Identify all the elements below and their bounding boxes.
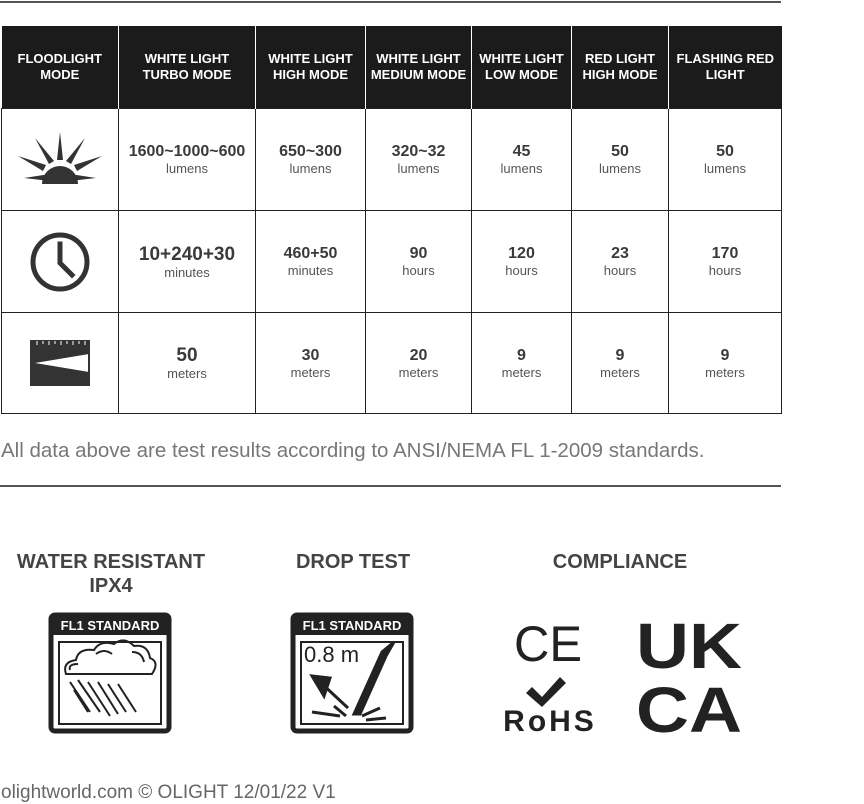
cell-value: 50 bbox=[176, 345, 198, 366]
header-red-high: RED LIGHT HIGH MODE bbox=[572, 26, 669, 109]
table-row-lumens bbox=[2, 109, 782, 211]
cell bbox=[572, 109, 669, 211]
checkmark-icon bbox=[526, 677, 566, 707]
ukca-mark-logo bbox=[636, 614, 746, 736]
sun-rays-icon bbox=[14, 132, 106, 188]
cell-unit: hours bbox=[708, 263, 742, 278]
table-row-runtime bbox=[2, 211, 782, 313]
header-floodlight-mode: FLOODLIGHT MODE bbox=[2, 26, 119, 109]
header-flashing-red: FLASHING RED LIGHT bbox=[669, 26, 782, 109]
drop-badge-label: FL1 STANDARD bbox=[302, 618, 402, 633]
cell-value: 320~32 bbox=[391, 143, 446, 160]
row-icon-cell bbox=[2, 211, 119, 313]
cell-unit: lumens bbox=[704, 161, 746, 176]
cell-unit: meters bbox=[167, 366, 207, 381]
cell bbox=[256, 109, 366, 211]
ukca-line1: UK bbox=[636, 614, 742, 682]
cell-value: 170 bbox=[711, 245, 739, 262]
cell-unit: lumens bbox=[397, 161, 440, 176]
cell-unit: lumens bbox=[289, 161, 332, 176]
cell bbox=[119, 211, 256, 313]
cell-value: 50 bbox=[611, 143, 629, 160]
cell bbox=[669, 211, 782, 313]
top-divider bbox=[0, 1, 781, 3]
cell bbox=[119, 109, 256, 211]
cell bbox=[669, 109, 782, 211]
cell-value: 45 bbox=[512, 143, 531, 160]
cell-unit: hours bbox=[603, 263, 637, 278]
ce-mark-text: CE bbox=[514, 617, 582, 667]
cell-unit: lumens bbox=[166, 161, 208, 176]
ipx4-rating: IPX4 bbox=[89, 575, 133, 597]
cell bbox=[119, 313, 256, 414]
header-row bbox=[2, 26, 782, 109]
cell bbox=[572, 211, 669, 313]
ce-mark-logo bbox=[514, 617, 586, 667]
cell bbox=[256, 211, 366, 313]
row-icon-cell bbox=[2, 313, 119, 414]
header-white-high: WHITE LIGHT HIGH MODE bbox=[256, 26, 366, 109]
header-white-medium: WHITE LIGHT MEDIUM MODE bbox=[366, 26, 472, 109]
table-row-distance bbox=[2, 313, 782, 414]
drop-test-badge bbox=[290, 612, 414, 734]
cell-value: 120 bbox=[508, 245, 535, 262]
cell-value: 50 bbox=[716, 143, 734, 160]
cell-value: 9 bbox=[720, 346, 730, 364]
drop-test-title: DROP TEST bbox=[295, 551, 411, 573]
cell-value: 90 bbox=[409, 245, 428, 262]
spec-table bbox=[1, 26, 782, 414]
cell-unit: meters bbox=[501, 364, 542, 380]
cell-value: 1600~1000~600 bbox=[128, 143, 246, 160]
cell-unit: meters bbox=[290, 364, 331, 380]
cell bbox=[472, 313, 572, 414]
cell-unit: minutes bbox=[164, 264, 210, 280]
cell-value: 9 bbox=[517, 346, 526, 364]
rohs-text: RoHS bbox=[503, 705, 597, 735]
cell bbox=[366, 313, 472, 414]
cell-value: 10+240+30 bbox=[138, 243, 236, 265]
cell bbox=[669, 313, 782, 414]
header-white-low: WHITE LIGHT LOW MODE bbox=[472, 26, 572, 109]
water-resistant-badge bbox=[48, 612, 172, 734]
cell-unit: minutes bbox=[287, 263, 334, 278]
cell-unit: lumens bbox=[500, 161, 543, 176]
cell-value: 9 bbox=[615, 346, 625, 364]
cell-value: 20 bbox=[409, 346, 428, 364]
cell bbox=[256, 313, 366, 414]
cell bbox=[472, 109, 572, 211]
cell-unit: meters bbox=[705, 364, 745, 380]
drop-height-label: 0.8 m bbox=[304, 642, 360, 667]
cell-unit: meters bbox=[398, 364, 439, 380]
cell-value: 650~300 bbox=[279, 143, 342, 160]
cell bbox=[472, 211, 572, 313]
cell-value: 23 bbox=[611, 245, 629, 262]
water-badge-label: FL1 STANDARD bbox=[60, 618, 160, 633]
cell-unit: meters bbox=[600, 364, 640, 380]
cell bbox=[366, 109, 472, 211]
rohs-logo bbox=[498, 673, 602, 735]
beam-distance-icon bbox=[29, 339, 91, 387]
row-icon-cell bbox=[2, 109, 119, 211]
clock-icon bbox=[28, 230, 92, 294]
water-resistant-title bbox=[0, 550, 222, 598]
header-white-turbo: WHITE LIGHT TURBO MODE bbox=[119, 26, 256, 109]
water-resistant-heading: WATER RESISTANT bbox=[16, 551, 206, 573]
footer-copyright: olightworld.com © OLIGHT 12/01/22 V1 bbox=[1, 782, 336, 803]
cell-value: 460+50 bbox=[283, 245, 338, 262]
cell bbox=[366, 211, 472, 313]
cell-unit: hours bbox=[402, 263, 435, 278]
cell-value: 30 bbox=[301, 346, 320, 364]
cell-unit: lumens bbox=[599, 161, 641, 176]
compliance-title: COMPLIANCE bbox=[552, 551, 688, 573]
cell bbox=[572, 313, 669, 414]
ukca-line2: CA bbox=[636, 674, 742, 736]
cell-unit: hours bbox=[505, 263, 538, 278]
test-standard-footnote: All data above are test results according to ANSI/NEMA FL 1-2009 standards. bbox=[1, 439, 705, 462]
section-divider bbox=[0, 485, 781, 487]
